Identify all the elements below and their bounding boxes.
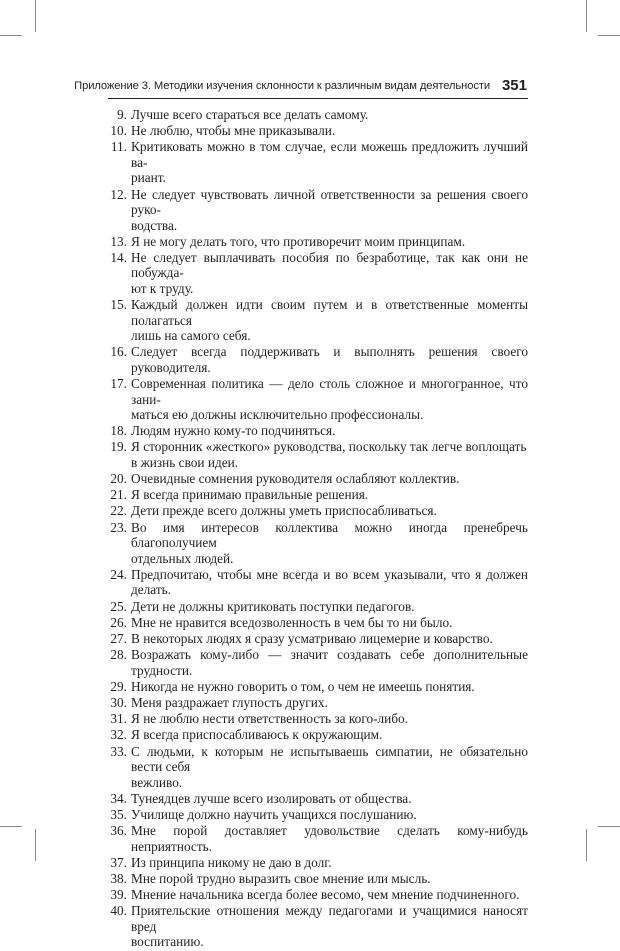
list-item (100, 107, 528, 123)
item-text (131, 234, 528, 250)
item-text-line: Из принципа никому не даю в долг. (131, 854, 332, 870)
item-text-line: Мнение начальника всегда более весомо, чем мнение подчиненного. (131, 887, 520, 903)
list-item (100, 344, 528, 375)
item-number: 35. (110, 806, 127, 822)
item-text (131, 123, 528, 139)
running-title: Приложение 3. Методики изучения склонности к различным видам деятельности (74, 80, 490, 92)
item-number: 14. (110, 249, 127, 265)
item-text-line: Во имя интересов коллектива можно иногда пренебречь благополучием (131, 519, 528, 551)
item-text-line: Я сторонник «жесткого» руководства, поскольку так легче воплощать (131, 439, 527, 455)
item-number: 31. (110, 711, 127, 727)
item-text (131, 695, 528, 711)
item-text-line: Мне не нравится вседозволенность в чем бы то ни было. (131, 614, 453, 630)
list-item (100, 187, 528, 234)
item-text-line: Критиковать можно в том случае, если можешь предложить лучший ва- (131, 139, 528, 170)
item-text (131, 567, 528, 598)
item-number: 19. (110, 439, 127, 455)
list-item (100, 471, 528, 487)
item-text-line: Лучше всего стараться все делать самому. (131, 107, 369, 122)
item-text (131, 503, 528, 519)
crop-mark (35, 0, 36, 32)
running-head (74, 77, 528, 99)
item-text (131, 487, 528, 503)
item-number: 12. (110, 186, 127, 202)
list-item (100, 423, 528, 439)
item-number: 15. (110, 297, 127, 313)
list-item (100, 487, 528, 503)
item-number: 16. (110, 344, 127, 360)
item-text (131, 520, 528, 567)
item-text (131, 344, 528, 375)
item-text-line: С людьми, к которым не испытываешь симпатии, не обязательно вести себя (131, 743, 528, 774)
list-item (100, 439, 528, 470)
item-number: 17. (110, 376, 127, 391)
list-item (100, 503, 528, 519)
item-text-line: Мне порой доставляет удовольствие сделать кому-нибудь неприятность. (131, 823, 528, 854)
item-text-line: воспитанию. (131, 934, 204, 950)
item-number: 20. (110, 471, 127, 487)
item-text (131, 807, 528, 823)
item-text (131, 727, 528, 743)
list-item (100, 679, 528, 695)
item-text (131, 297, 528, 344)
list-item (100, 903, 528, 950)
item-number: 30. (110, 694, 127, 710)
item-text-line: Училище должно научить учащихся послушанию. (131, 806, 417, 822)
list-item (100, 615, 528, 631)
item-text-line: Не следует выплачивать пособия по безработице, так как они не побужда- (131, 249, 528, 281)
item-text (131, 744, 528, 791)
list-item (100, 376, 528, 423)
list-item (100, 520, 528, 567)
item-text-line: Очевидные сомнения руководителя ослабляют коллектив. (131, 471, 460, 487)
item-number: 34. (110, 790, 127, 806)
item-text (131, 139, 528, 186)
crop-mark (586, 829, 587, 861)
list-item (100, 567, 528, 598)
list-item (100, 234, 528, 250)
item-number: 11. (110, 139, 127, 155)
list-item (100, 647, 528, 678)
crop-mark (598, 35, 620, 36)
item-text-line: Никогда не нужно говорить о том, о чем не имеешь понятия. (131, 678, 475, 694)
crop-mark (586, 0, 587, 32)
item-text-line: маться ею должны исключительно профессионалы. (131, 407, 424, 422)
item-text (131, 823, 528, 854)
item-text (131, 615, 528, 631)
list-item (100, 599, 528, 615)
item-number: 40. (110, 903, 127, 919)
item-text-line: Каждый должен идти своим путем и в ответственные моменты полагаться (131, 297, 528, 328)
item-text-line: в жизнь свои идеи. (131, 454, 239, 470)
item-text-line: риант. (131, 170, 166, 186)
item-text-line: Я всегда принимаю правильные решения. (131, 487, 369, 503)
list-item (100, 139, 528, 186)
item-text-line: лишь на самого себя. (131, 328, 251, 344)
list-item (100, 855, 528, 871)
item-text-line: Не следует чувствовать личной ответственности за решения своего руко- (131, 186, 528, 218)
item-number: 28. (110, 647, 127, 663)
item-text (131, 887, 528, 903)
item-text-line: Я не люблю нести ответственность за кого-либо. (131, 711, 409, 727)
page-number: 351 (501, 77, 527, 94)
item-text-line: Приятельские отношения между педагогами и учащимися наносят вред (131, 903, 528, 934)
questionnaire-list (100, 107, 528, 951)
item-text-line: Следует всегда поддерживать и выполнять решения своего руководителя. (131, 344, 528, 375)
item-text-line: водства. (131, 217, 178, 233)
item-text (131, 107, 528, 123)
list-item (100, 711, 528, 727)
item-text (131, 647, 528, 678)
item-number: 9. (117, 107, 127, 122)
item-number: 23. (110, 519, 127, 535)
list-item (100, 297, 528, 344)
list-item (100, 823, 528, 854)
item-number: 32. (110, 727, 127, 743)
item-text-line: Я всегда приспосабливаюсь к окружающим. (131, 727, 383, 743)
item-text-line: Не люблю, чтобы мне приказывали. (131, 123, 336, 139)
item-text-line: В некоторых людях я сразу усматриваю лицемерие и коварство. (131, 630, 493, 646)
item-text-line: вежливо. (131, 774, 183, 790)
item-number: 26. (110, 614, 127, 630)
item-text (131, 187, 528, 234)
crop-mark (598, 826, 620, 827)
list-item (100, 871, 528, 887)
item-number: 22. (110, 503, 127, 519)
item-text (131, 791, 528, 807)
item-number: 33. (110, 743, 127, 759)
list-item (100, 695, 528, 711)
crop-mark (35, 829, 36, 861)
item-text (131, 423, 528, 439)
item-number: 25. (110, 598, 127, 614)
item-number: 36. (110, 823, 127, 839)
item-number: 27. (110, 630, 127, 646)
list-item (100, 807, 528, 823)
item-text (131, 871, 528, 887)
item-number: 21. (110, 487, 127, 503)
item-text-line: Дети прежде всего должны уметь приспосабливаться. (131, 503, 437, 519)
item-text (131, 250, 528, 297)
list-item (100, 887, 528, 903)
list-item (100, 727, 528, 743)
item-text (131, 439, 528, 470)
item-number: 39. (110, 887, 127, 903)
item-text (131, 903, 528, 950)
list-item (100, 631, 528, 647)
item-text-line: Мне порой трудно выразить свое мнение или мысль. (131, 870, 431, 886)
item-number: 38. (110, 870, 127, 886)
item-text (131, 855, 528, 871)
item-text-line: ют к труду. (131, 280, 194, 296)
item-text (131, 599, 528, 615)
list-item (100, 250, 528, 297)
item-number: 24. (110, 566, 127, 582)
item-text-line: Людям нужно кому-то подчиняться. (131, 423, 336, 439)
item-number: 10. (110, 123, 127, 139)
item-number: 13. (110, 233, 127, 249)
list-item (100, 744, 528, 791)
item-text (131, 471, 528, 487)
item-number: 29. (110, 678, 127, 694)
list-item (100, 791, 528, 807)
item-text-line: Предпочитаю, чтобы мне всегда и во всем указывали, что я должен делать. (131, 566, 528, 598)
item-text (131, 679, 528, 695)
item-text-line: Я не могу делать того, что противоречит моим принципам. (131, 233, 466, 249)
item-number: 18. (110, 423, 127, 439)
crop-mark (0, 35, 22, 36)
item-text (131, 631, 528, 647)
item-text-line: Меня раздражает глупость других. (131, 694, 328, 710)
item-text-line: Тунеядцев лучше всего изолировать от общества. (131, 790, 412, 806)
list-item (100, 123, 528, 139)
item-text-line: отдельных людей. (131, 550, 234, 566)
crop-mark (0, 826, 22, 827)
item-number: 37. (110, 854, 127, 870)
item-text-line: Современная политика — дело столь сложное и многогранное, что зани- (131, 376, 528, 407)
item-text-line: Дети не должны критиковать поступки педагогов. (131, 598, 415, 614)
item-text (131, 376, 528, 423)
item-text-line: Возражать кому-либо — значит создавать себе дополнительные трудности. (131, 647, 528, 678)
item-text (131, 711, 528, 727)
